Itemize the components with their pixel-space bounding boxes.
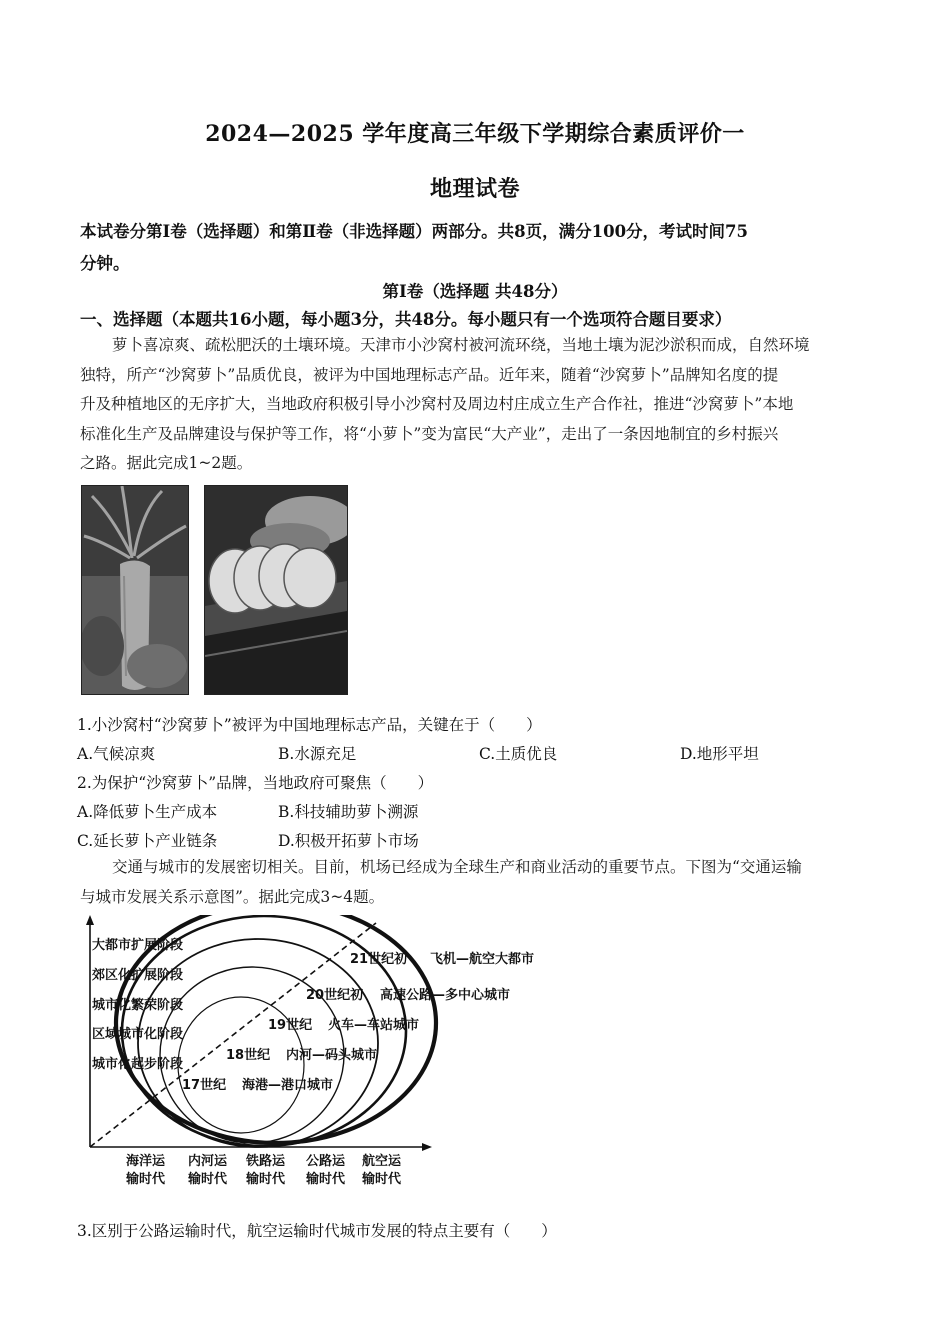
stage-label: 大都市扩展阶段	[92, 938, 184, 953]
question-2-stem: 2.为保护“沙窝萝卜”品牌，当地政府可聚焦（ ）	[77, 774, 434, 792]
section-instruction: 一、选择题（本题共16小题，每小题3分，共48分。每小题只有一个选项符合题目要求）	[80, 310, 732, 329]
era-century: 20世纪初	[306, 988, 364, 1003]
passage-2-line: 交通与城市的发展密切相关。目前，机场已经成为全球生产和商业活动的重要节点。下图为“交通运输	[112, 858, 802, 876]
radish-slices-photo	[204, 485, 348, 695]
axis-label: 内河运	[188, 1154, 228, 1169]
axis-label: 输时代	[126, 1172, 166, 1187]
axis-label: 铁路运	[246, 1154, 286, 1169]
passage-1-line: 升及种植地区的无序扩大，当地政府积极引导小沙窝村及周边村庄成立生产合作社，推进“沙窝萝卜”本地	[80, 395, 794, 413]
stage-label: 郊区化扩展阶段	[92, 968, 184, 983]
question-1-option-d[interactable]: D.地形平坦	[680, 745, 759, 763]
intro-line-1: 本试卷分第Ⅰ卷（选择题）和第Ⅱ卷（非选择题）两部分。共8页，满分100分，考试时间75	[80, 222, 749, 241]
transport-city-diagram	[78, 915, 558, 1195]
question-2-option-c[interactable]: C.延长萝卜产业链条	[77, 832, 218, 850]
question-1-option-b[interactable]: B.水源充足	[278, 745, 357, 763]
axis-label: 输时代	[362, 1172, 402, 1187]
era-century: 18世纪	[226, 1048, 271, 1063]
axis-label: 海洋运	[126, 1154, 166, 1169]
era-city: 高速公路—多中心城市	[380, 988, 511, 1003]
axis-label: 输时代	[246, 1172, 286, 1187]
question-1-option-a[interactable]: A.气候凉爽	[77, 745, 156, 763]
question-2-option-a[interactable]: A.降低萝卜生产成本	[77, 803, 218, 821]
axis-label: 输时代	[306, 1172, 346, 1187]
passage-2	[80, 853, 870, 912]
era-century: 17世纪	[182, 1078, 227, 1093]
x-axis-arrow	[422, 1143, 432, 1151]
question-2-option-b[interactable]: B.科技辅助萝卜溯源	[278, 803, 419, 821]
exam-subject: 地理试卷	[429, 176, 520, 202]
question-1-option-c[interactable]: C.土质优良	[479, 745, 558, 763]
era-city: 内河—码头城市	[286, 1048, 378, 1063]
section-heading: 第Ⅰ卷（选择题 共48分）	[382, 282, 568, 301]
stage-label: 区域城市化阶段	[92, 1027, 184, 1042]
passage-1-line: 独特，所产“沙窝萝卜”品质优良，被评为中国地理标志产品。近年来，随着“沙窝萝卜”品牌知名度的提	[80, 365, 779, 384]
axis-label: 公路运	[306, 1154, 346, 1169]
passage-1-line: 标准化生产及品牌建设与保护等工作，将“小萝卜”变为富民“大产业”，走出了一条因地制宜的乡村振兴	[80, 424, 779, 443]
y-axis-arrow	[86, 915, 94, 925]
question-2-option-d[interactable]: D.积极开拓萝卜市场	[278, 832, 419, 850]
era-city: 火车—车站城市	[328, 1018, 420, 1033]
question-3-stem: 3.区别于公路运输时代，航空运输时代城市发展的特点主要有（ ）	[77, 1222, 557, 1240]
stage-label: 城市化起步阶段	[92, 1057, 184, 1072]
era-city: 海港—港口城市	[242, 1078, 334, 1093]
axis-label: 输时代	[188, 1172, 228, 1187]
era-city: 飞机—航空大都市	[430, 952, 535, 967]
question-1-stem: 1.小沙窝村“沙窝萝卜”被评为中国地理标志产品，关键在于（ ）	[77, 716, 542, 734]
passage-1	[80, 331, 870, 479]
passage-2-line: 与城市发展关系示意图”。据此完成3~4题。	[80, 887, 385, 906]
intro-line-2: 分钟。	[80, 254, 130, 273]
passage-1-line: 之路。据此完成1~2题。	[80, 454, 253, 472]
era-century: 19世纪	[268, 1018, 313, 1033]
passage-1-line: 萝卜喜凉爽、疏松肥沃的土壤环境。天津市小沙窝村被河流环绕，当地土壤为泥沙淤积而成，自然环境	[112, 336, 810, 354]
radish-plant-photo	[81, 485, 189, 695]
era-century: 21世纪初	[350, 952, 408, 967]
exam-title: 2024—2025 学年度高三年级下学期综合素质评价一	[205, 121, 745, 147]
axis-label: 航空运	[362, 1154, 402, 1169]
stage-label: 城市化繁荣阶段	[92, 998, 184, 1013]
